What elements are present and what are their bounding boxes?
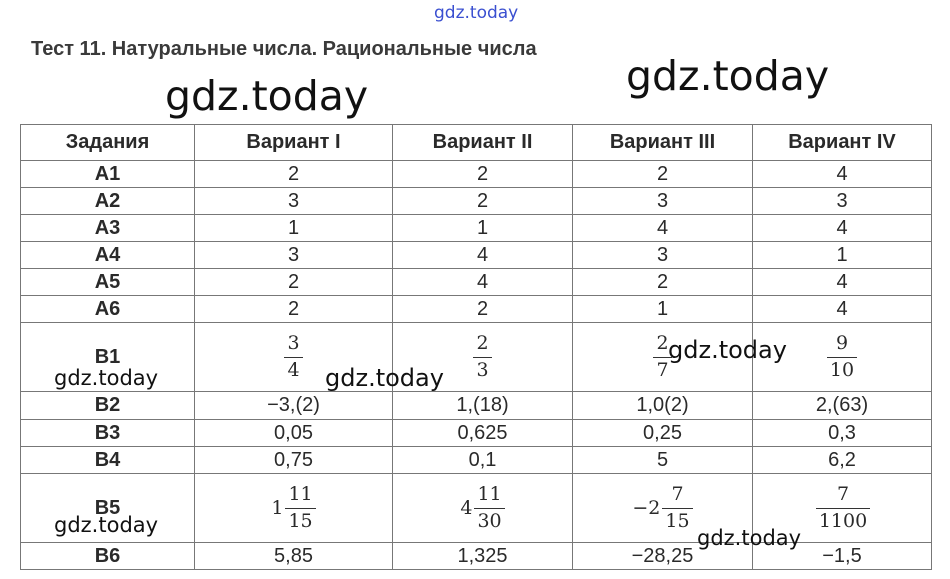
answer-cell: 0,1	[393, 447, 573, 474]
answer-cell: 2	[393, 161, 573, 188]
numerator: 7	[671, 482, 684, 505]
row-label: В1	[21, 323, 195, 392]
row-label: А4	[21, 242, 195, 269]
row-label: А2	[21, 188, 195, 215]
denominator: 1100	[816, 508, 870, 533]
answer-cell: 1	[195, 215, 393, 242]
answer-cell: 5	[573, 447, 753, 474]
table-row-a1	[21, 161, 932, 188]
table-row-a5	[21, 269, 932, 296]
table-header-row	[21, 125, 932, 161]
row-label: А6	[21, 296, 195, 323]
answer-cell: 1,0(2)	[573, 392, 753, 420]
answer-cell	[195, 474, 393, 543]
table-row-a2	[21, 188, 932, 215]
fraction	[662, 484, 692, 533]
denominator: 7	[653, 357, 671, 382]
answer-cell: 2	[393, 296, 573, 323]
fraction	[827, 333, 857, 382]
watermark-large-left: gdz.today	[165, 72, 369, 120]
whole-part: 1	[271, 497, 284, 519]
whole-part: 4	[460, 497, 473, 519]
answers-table	[20, 124, 932, 570]
answer-cell: 0,25	[573, 420, 753, 447]
header-variant-1: Вариант I	[195, 125, 393, 161]
header-variant-3: Вариант III	[573, 125, 753, 161]
answer-cell: 2	[195, 269, 393, 296]
mixed-number	[814, 484, 870, 533]
denominator: 15	[285, 508, 315, 533]
row-label: В3	[21, 420, 195, 447]
answer-cell: 0,05	[195, 420, 393, 447]
table-row-a4	[21, 242, 932, 269]
watermark-b6-right: gdz.today	[697, 526, 802, 550]
answer-cell: 4	[573, 215, 753, 242]
answer-cell: 1	[753, 242, 932, 269]
row-label: В6	[21, 543, 195, 570]
answer-cell: 0,75	[195, 447, 393, 474]
answer-cell: 2	[195, 161, 393, 188]
watermark-b5-left: gdz.today	[54, 513, 159, 537]
whole-part: −2	[632, 497, 661, 519]
answer-cell: 5,85	[195, 543, 393, 570]
answer-cell: 4	[753, 269, 932, 296]
row-label: А5	[21, 269, 195, 296]
answer-cell: −28,25	[573, 543, 753, 570]
answer-cell: 1	[573, 296, 753, 323]
numerator: 2	[656, 331, 669, 354]
answer-cell: 2	[573, 269, 753, 296]
denominator: 4	[284, 357, 302, 382]
watermark-top: gdz.today	[434, 3, 519, 23]
table-row-a3	[21, 215, 932, 242]
answer-cell: −1,5	[753, 543, 932, 570]
answer-cell	[393, 474, 573, 543]
numerator: 7	[836, 482, 850, 505]
answer-cell: 3	[195, 242, 393, 269]
watermark-large-right: gdz.today	[626, 52, 830, 100]
answer-cell: 0,3	[753, 420, 932, 447]
numerator: 3	[287, 331, 300, 354]
answer-cell: 2	[573, 161, 753, 188]
answer-cell: 6,2	[753, 447, 932, 474]
fraction	[816, 484, 870, 533]
answer-cell: 3	[195, 188, 393, 215]
watermark-b1-right: gdz.today	[668, 336, 787, 364]
answer-cell: 2,(63)	[753, 392, 932, 420]
watermark-b1-left: gdz.today	[54, 366, 159, 390]
row-label: А3	[21, 215, 195, 242]
header-tasks: Задания	[21, 125, 195, 161]
answer-cell: 4	[753, 161, 932, 188]
numerator: 2	[476, 331, 489, 354]
row-label: В2	[21, 392, 195, 420]
answer-cell: 2	[195, 296, 393, 323]
row-label: В5	[21, 474, 195, 543]
numerator: 9	[835, 331, 849, 354]
denominator: 15	[662, 508, 692, 533]
denominator: 3	[473, 357, 491, 382]
denominator: 10	[827, 357, 857, 382]
answer-cell: 1,(18)	[393, 392, 573, 420]
answer-cell: 3	[573, 188, 753, 215]
row-label: А1	[21, 161, 195, 188]
answer-cell: 1,325	[393, 543, 573, 570]
header-variant-4: Вариант IV	[753, 125, 932, 161]
answer-cell: 4	[393, 242, 573, 269]
answer-cell: 1	[393, 215, 573, 242]
answer-cell: 3	[573, 242, 753, 269]
answer-cell: 4	[753, 296, 932, 323]
page-title: Тест 11. Натуральные числа. Рациональные числа	[31, 38, 537, 60]
answer-cell: 3	[753, 188, 932, 215]
mixed-number	[460, 484, 504, 533]
mixed-number	[271, 484, 315, 533]
mixed-number	[632, 484, 692, 533]
table-row-b3	[21, 420, 932, 447]
numerator: 11	[288, 482, 313, 505]
answer-cell: 4	[393, 269, 573, 296]
watermark-b1-middle: gdz.today	[325, 364, 444, 392]
answer-cell: 2	[393, 188, 573, 215]
fraction	[474, 484, 504, 533]
table-row-b2	[21, 392, 932, 420]
numerator: 11	[477, 482, 502, 505]
answer-cell: 0,625	[393, 420, 573, 447]
header-variant-2: Вариант II	[393, 125, 573, 161]
table-row-a6	[21, 296, 932, 323]
fraction	[473, 333, 491, 382]
fraction	[284, 333, 302, 382]
answer-cell: 4	[753, 215, 932, 242]
table-row-b4	[21, 447, 932, 474]
fraction	[285, 484, 315, 533]
answer-cell: −3,(2)	[195, 392, 393, 420]
row-label: В4	[21, 447, 195, 474]
denominator: 30	[474, 508, 504, 533]
